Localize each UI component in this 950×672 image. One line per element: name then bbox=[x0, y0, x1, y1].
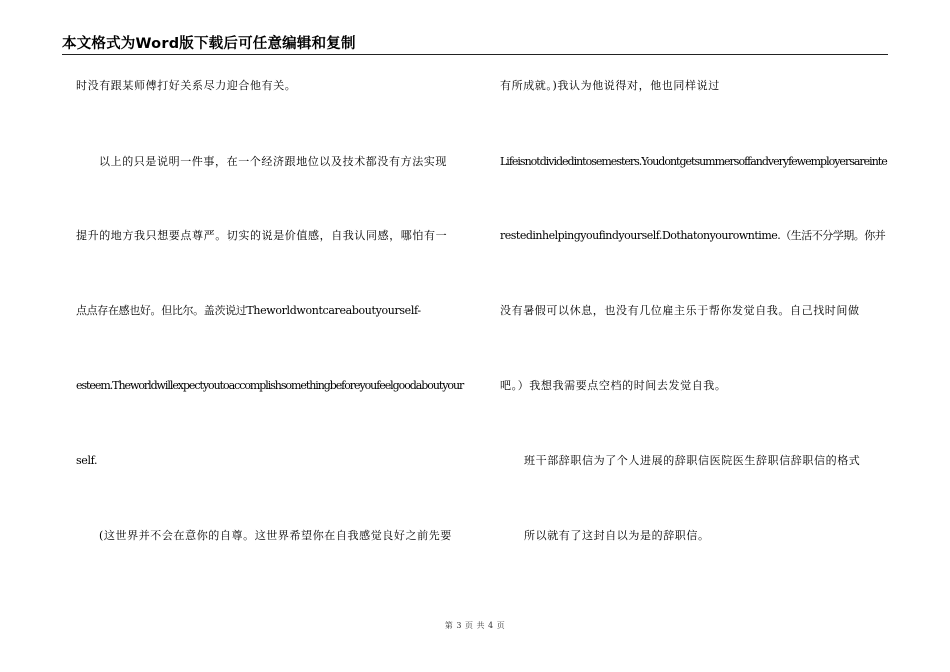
right-line-2: Lifeisnotdividedintosemesters.Youdontgetsummersoffandveryfewemployersareinte bbox=[500, 155, 887, 168]
right-line-1: 有所成就。)我认为他说得对，他也同样说过 bbox=[500, 79, 720, 92]
right-line-5: 吧。）我想我需要点空档的时间去发觉自我。 bbox=[500, 379, 727, 392]
left-line-6: self. bbox=[76, 454, 98, 467]
right-line-6: 班干部辞职信为了个人进展的辞职信医院医生辞职信辞职信的格式 bbox=[524, 454, 861, 467]
left-line-7: (这世界并不会在意你的自尊。这世界希望你在自我感觉良好之前先要 bbox=[99, 529, 452, 542]
page-number-footer: 第 3 页 共 4 页 bbox=[444, 621, 506, 630]
left-line-4: 点点存在感也好。但比尔。盖茨说过Theworldwontcareaboutyourself- bbox=[76, 304, 421, 317]
left-line-5: esteem.Theworldwillexpectyoutoaccomplishsomethingbeforeyoufeelgoodaboutyour bbox=[76, 379, 464, 392]
right-line-7: 所以就有了这封自以为是的辞职信。 bbox=[524, 529, 710, 542]
document-header-title: 本文格式为Word版下载后可任意编辑和复制 bbox=[62, 35, 888, 55]
left-line-1: 时没有跟某师傅打好关系尽力迎合他有关。 bbox=[76, 79, 297, 92]
left-line-3: 提升的地方我只想要点尊严。切实的说是价值感，自我认同感，哪怕有一 bbox=[76, 229, 448, 242]
right-line-4: 没有暑假可以休息，也没有几位雇主乐于帮你发觉自我。自己找时间做 bbox=[500, 304, 860, 317]
left-line-2: 以上的只是说明一件事，在一个经济跟地位以及技术都没有方法实现 bbox=[99, 155, 447, 168]
right-line-3: restedinhelpingyoufindyourself.Dothatonyourowntime.（生活不分学期。你并 bbox=[500, 229, 886, 242]
